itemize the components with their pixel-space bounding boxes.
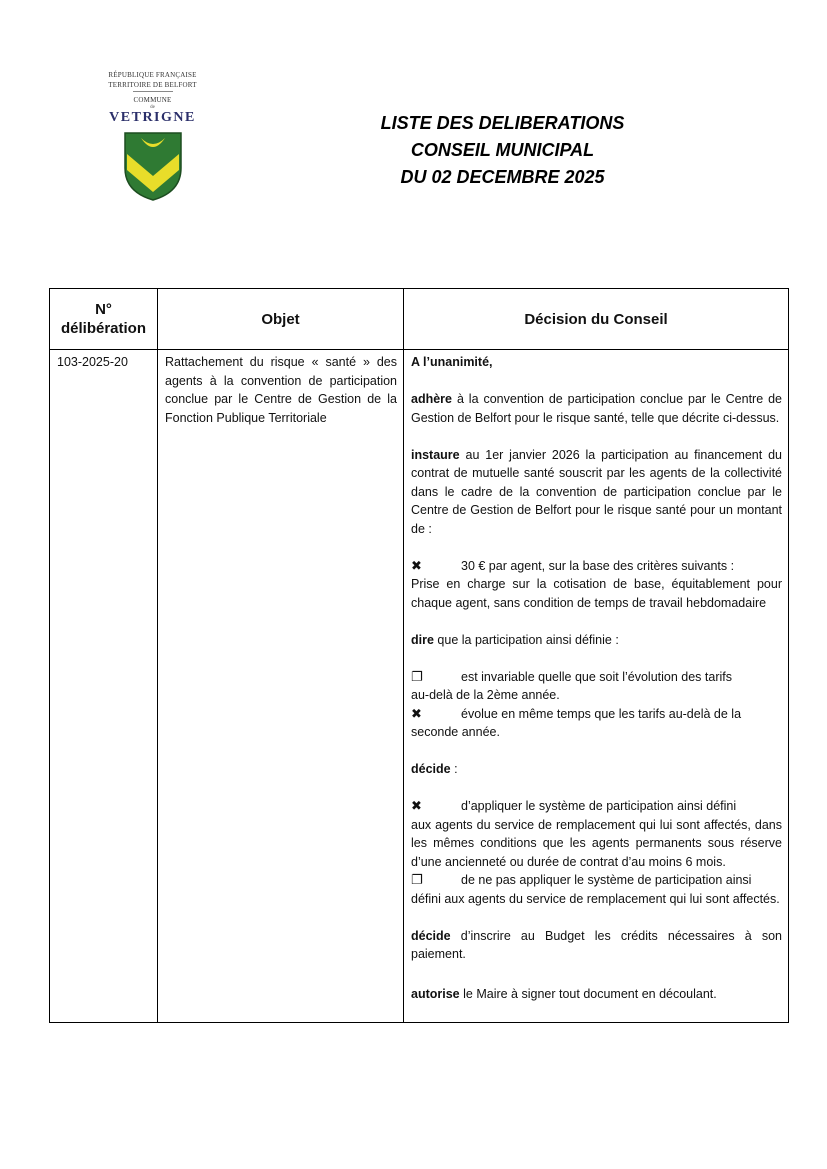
text-dire: que la participation ainsi définie : (437, 632, 619, 647)
decide-option-2-text: de ne pas appliquer le système de participation ainsi (461, 873, 752, 887)
deliberation-decision (404, 350, 789, 1023)
clause-adhere (411, 390, 782, 427)
text-instaure: au 1er janvier 2026 la participation au financement du contrat de mutuelle santé souscrit par les agents de la collectivité dans le cadre de la convention de participation conclue par le Centre de Gestion de Belfort pour le risque santé pour un montant de : (411, 447, 782, 536)
document-title (360, 110, 645, 191)
header-num (50, 289, 158, 350)
dire-option-2-text: évolue en même temps que les tarifs au-delà de la (461, 706, 742, 721)
decide-option-1-cont: aux agents du service de remplacement qui lui sont affectés, dans les mêmes conditions que les agents permanents sous réserve d’une ancienneté ou durée de contrat d’au moins 6 mois. (411, 817, 782, 869)
deliberation-object: Rattachement du risque « santé » des agents à la convention de participation conclue par le Centre de Gestion de la Fonction Publique Territoriale (158, 350, 404, 1023)
text-adhere: à la convention de participation conclue par le Centre de Gestion de Belfort pour le risque santé, telle que décrite ci-dessus. (411, 392, 782, 425)
checked-box-icon: ✖ (411, 557, 422, 573)
dire-option-1 (411, 668, 782, 705)
dire-option-1-text: est invariable quelle que soit l’évolution des tarifs (461, 669, 732, 684)
deliberation-number: 103-2025-20 (50, 350, 158, 1023)
decide-option-2-cont: défini aux agents du service de remplacement qui lui sont affectés. (411, 891, 780, 906)
clause-instaure (411, 446, 782, 539)
checked-box-icon: ✖ (411, 798, 422, 813)
checked-box-icon: ✖ (411, 705, 422, 721)
amount-text: 30 € par agent, sur la base des critères suivants : (461, 558, 735, 573)
text-autorise: le Maire à signer tout document en découlant. (463, 987, 717, 1001)
decide-option-2 (411, 871, 782, 908)
clause-dire (411, 631, 782, 650)
table-row (50, 350, 789, 1023)
clause-decide-budget (411, 927, 782, 964)
amount-option (411, 557, 782, 576)
keyword-adhere: adhère (411, 392, 452, 406)
keyword-instaure: instaure (411, 447, 460, 462)
commune-logo (95, 70, 210, 202)
keyword-autorise: autorise (411, 987, 460, 1001)
table-header-row (50, 289, 789, 350)
text-decide-budget: d’inscrire au Budget les crédits nécessaires à son paiement. (411, 928, 782, 961)
deliberations-table (49, 288, 789, 1023)
keyword-dire: dire (411, 632, 434, 647)
logo-town-name: VETRIGNE (109, 110, 196, 125)
vote-result: A l’unanimité, (411, 355, 493, 369)
clause-autorise (411, 985, 782, 1004)
logo-republique: RÉPUBLIQUE FRANÇAISE (108, 71, 197, 79)
header-num-line2: délibération (60, 320, 146, 337)
header-objet: Objet (158, 289, 404, 350)
keyword-decide: décide (411, 762, 451, 776)
dire-option-1-cont: au-delà de la 2ème année. (411, 688, 560, 702)
decide-colon: : (454, 762, 458, 776)
amount-detail: Prise en charge sur la cotisation de base, équitablement pour chaque agent, sans condition de temps de travail hebdomadaire (411, 577, 782, 610)
title-line-1: LISTE DES DELIBERATIONS (380, 113, 625, 133)
header-num-line1: N° (95, 301, 112, 318)
unchecked-box-icon: ❐ (411, 668, 423, 684)
title-line-2: CONSEIL MUNICIPAL (410, 140, 595, 160)
clause-decide (411, 760, 782, 779)
decide-option-1-text: d’appliquer le système de participation ainsi défini (461, 799, 737, 813)
decide-option-1 (411, 797, 782, 871)
keyword-decide-budget: décide (411, 928, 451, 943)
dire-option-2-cont: seconde année. (411, 725, 500, 739)
logo-de: de (150, 105, 155, 110)
logo-commune: COMMUNE (133, 96, 172, 104)
dire-option-2 (411, 705, 782, 742)
unchecked-box-icon: ❐ (411, 872, 423, 887)
coat-of-arms-icon (122, 130, 184, 202)
title-line-3: DU 02 DECEMBRE 2025 (400, 167, 605, 187)
logo-territoire: TERRITOIRE DE BELFORT (108, 81, 197, 89)
header-decision: Décision du Conseil (404, 289, 789, 350)
